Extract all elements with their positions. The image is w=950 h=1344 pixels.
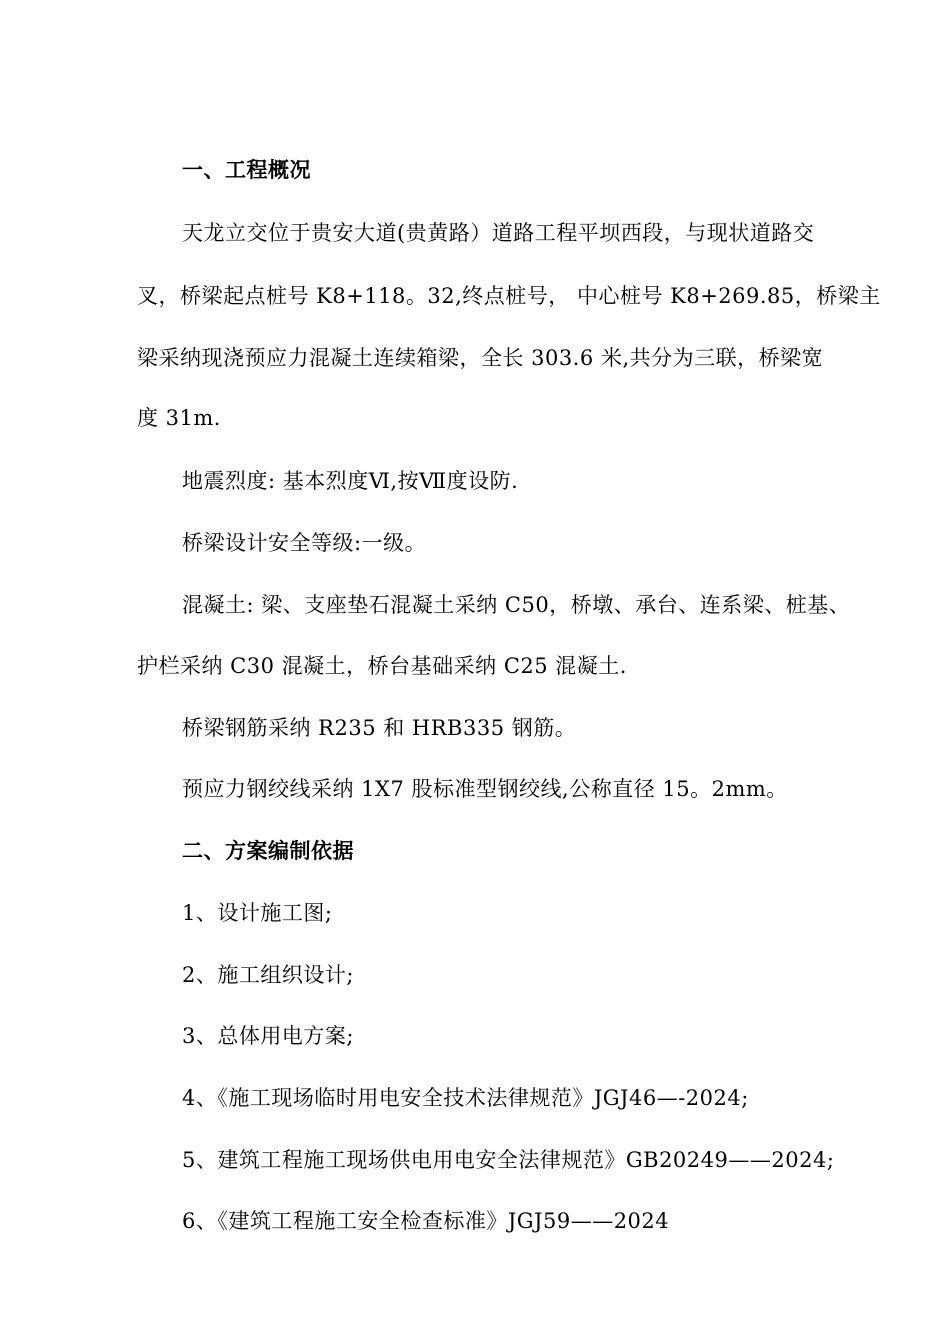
concrete-paragraph-line-1: 混凝土: 梁、支座垫石混凝土采纳 C50，桥墩、承台、连系梁、桩基、 — [182, 593, 851, 617]
safety-grade-text: 桥梁设计安全等级:一级。 — [182, 531, 427, 555]
seismic-intensity-text: 地震烈度: 基本烈度Ⅵ,按Ⅶ度设防. — [182, 469, 519, 493]
concrete-paragraph-line-2: 护栏采纳 C30 混凝土，桥台基础采纳 C25 混凝土. — [137, 654, 627, 678]
basis-list-item: 5、建筑工程施工现场供电用电安全法律规范》GB20249——2024; — [182, 1148, 835, 1172]
overview-paragraph-line-1: 天龙立交位于贵安大道(贵黄路）道路工程平坝西段，与现状道路交 — [182, 221, 815, 245]
basis-list-item: 4、《施工现场临时用电安全技术法律规范》JGJ46—-2024; — [182, 1086, 749, 1110]
rebar-text: 桥梁钢筋采纳 R235 和 HRB335 钢筋。 — [182, 716, 577, 740]
section-heading-overview: 一、工程概况 — [182, 157, 311, 182]
basis-list-item: 2、施工组织设计; — [182, 963, 354, 987]
basis-list-item: 3、总体用电方案; — [182, 1024, 354, 1048]
basis-list-item: 6、《建筑工程施工安全检查标准》JGJ59——2024 — [182, 1209, 670, 1233]
overview-paragraph-line-2: 叉，桥梁起点桩号 K8+118。32,终点桩号， 中心桩号 K8+269.85，桥梁主 — [137, 284, 881, 308]
overview-paragraph-line-4: 度 31m. — [137, 406, 221, 430]
prestressed-strand-text: 预应力钢绞线采纳 1X7 股标准型钢绞线,公称直径 15。2mm。 — [182, 777, 788, 801]
section-heading-basis: 二、方案编制依据 — [182, 838, 354, 863]
overview-paragraph-line-3: 梁采纳现浇预应力混凝土连续箱梁，全长 303.6 米,共分为三联，桥梁宽 — [137, 346, 824, 370]
basis-list-item: 1、设计施工图; — [182, 901, 333, 925]
